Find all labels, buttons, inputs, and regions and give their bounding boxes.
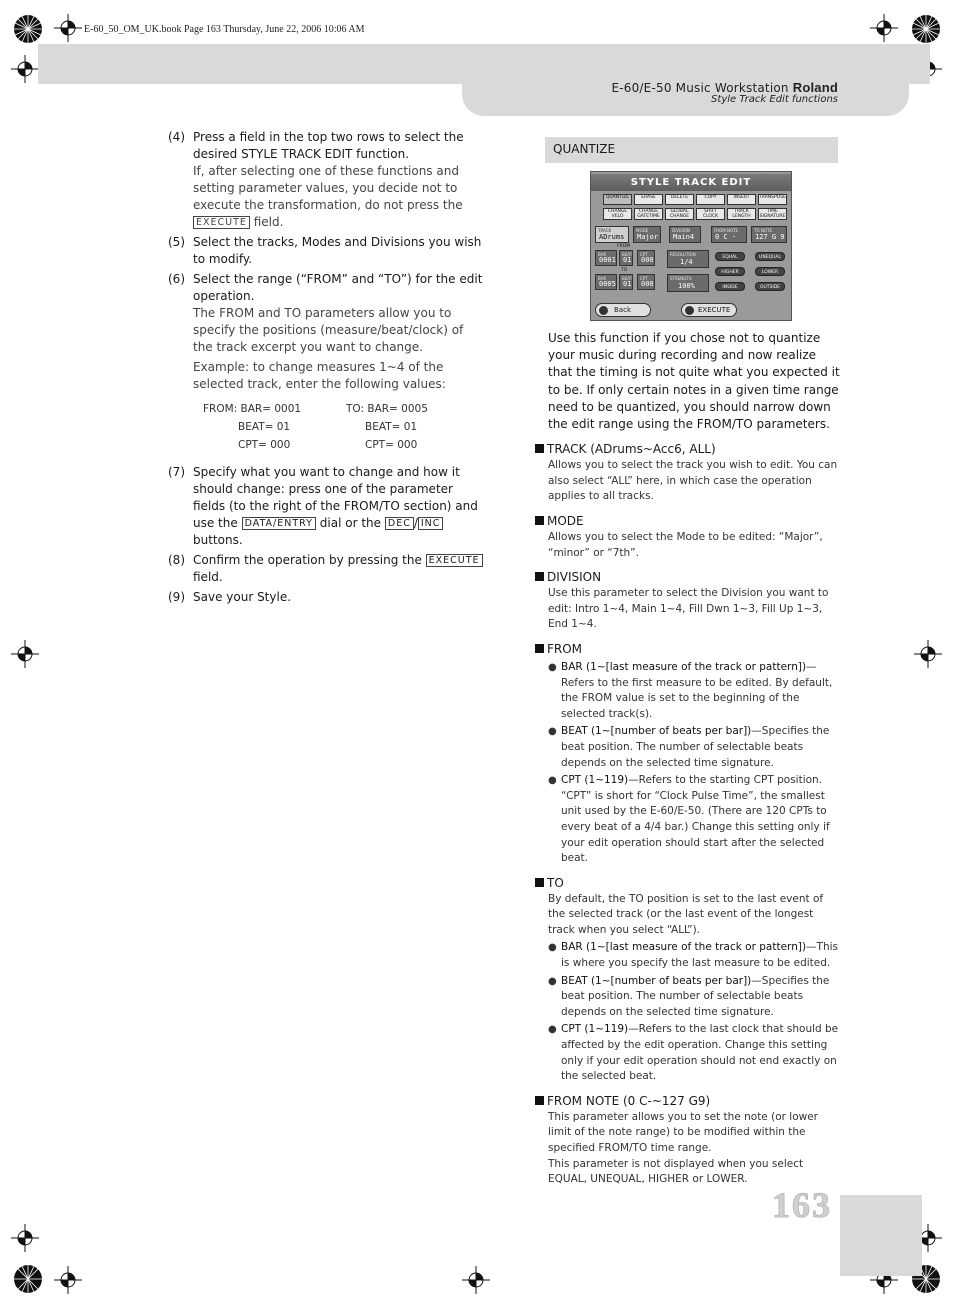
bullet-to-bar: ● BAR (1~[last measure of the track or pattern])—This is where you specify the last measure to be edited. bbox=[548, 940, 840, 971]
crosshair-mark bbox=[11, 55, 39, 83]
mode-field[interactable]: MODE Major bbox=[633, 226, 661, 243]
registration-sunburst bbox=[13, 1264, 43, 1294]
bullet-to-beat: ● BEAT (1~[number of beats per bar])—Specifies the beat position. The number of selectable beats depends on the selected time signature. bbox=[548, 974, 840, 1021]
left-column bbox=[168, 129, 483, 609]
param-desc-track: Allows you to select the track you wish to edit. You can also select “ALL” here, in which case the operation applies to all tracks. bbox=[548, 459, 838, 503]
step-number: (5) bbox=[168, 235, 185, 249]
from-label: FROM bbox=[617, 244, 631, 249]
param-heading-track: TRACK (ADrums~Acc6, ALL) bbox=[535, 441, 840, 458]
square-bullet-icon bbox=[535, 572, 544, 581]
crosshair-mark bbox=[914, 640, 942, 668]
execute-button[interactable]: EXECUTE bbox=[681, 303, 737, 317]
data-entry-key: DATA/ENTRY bbox=[242, 517, 316, 530]
screen-title: STYLE TRACK EDIT bbox=[591, 174, 791, 191]
inc-key: INC bbox=[418, 517, 444, 530]
to-beat: BEAT= 01 bbox=[365, 421, 418, 433]
option-inside-button[interactable]: INSIDE bbox=[715, 282, 745, 291]
execute-icon bbox=[685, 306, 694, 315]
example-values-table bbox=[201, 399, 430, 455]
header-subtitle: Style Track Edit functions bbox=[711, 94, 838, 105]
crosshair-mark bbox=[462, 1266, 490, 1294]
brand-logo: Roland bbox=[792, 80, 838, 95]
step-text: Select the tracks, Modes and Divisions you wish to modify. bbox=[193, 235, 482, 266]
step-7 bbox=[168, 464, 483, 549]
crosshair-mark bbox=[870, 14, 898, 42]
bullet-icon: ● bbox=[548, 1024, 557, 1036]
screen-btn-time-signature[interactable]: TIME SIGNATURE bbox=[759, 209, 786, 219]
from-cpt-field[interactable]: CPT 000 bbox=[637, 250, 655, 266]
section-header-quantize bbox=[545, 137, 838, 163]
screen-btn-global-change[interactable]: GLOBAL CHANGE bbox=[665, 208, 694, 220]
page-tab bbox=[840, 1195, 922, 1276]
execute-key: EXECUTE bbox=[193, 216, 250, 229]
step-number: (6) bbox=[168, 272, 185, 286]
crosshair-mark bbox=[54, 14, 82, 42]
screen-btn-erase[interactable]: ERASE bbox=[634, 194, 663, 205]
param-note-from-note: This parameter is not displayed when you select EQUAL, UNEQUAL, HIGHER or LOWER. bbox=[548, 1157, 804, 1186]
option-outside-button[interactable]: OUTSIDE bbox=[755, 282, 785, 291]
square-bullet-icon bbox=[535, 516, 544, 525]
param-heading-to: TO bbox=[535, 875, 840, 892]
param-desc-from-note: This parameter allows you to set the note (or lower limit of the note range) to be modified within the specified FROM/TO time range. bbox=[548, 1110, 818, 1154]
screen-btn-copy[interactable]: COPY bbox=[696, 194, 725, 205]
strength-field[interactable]: STRENGTH 100% bbox=[667, 274, 709, 292]
step-6 bbox=[168, 271, 483, 393]
division-field[interactable]: DIVISION Main4 bbox=[669, 226, 701, 243]
to-note-field[interactable]: TO NOTE 127 G 9 bbox=[751, 226, 787, 243]
from-cpt: CPT= 000 bbox=[238, 439, 291, 451]
track-field[interactable]: TRACK ADrums bbox=[595, 226, 629, 243]
step-5 bbox=[168, 234, 483, 268]
from-bar: FROM: BAR= 0001 bbox=[203, 403, 302, 415]
to-bar: TO: BAR= 0005 bbox=[346, 403, 428, 415]
bullet-from-bar: ● BAR (1~[last measure of the track or pattern])—Refers to the first measure to be edited. By default, the FROM value is set to the beginning of the selected track(s). bbox=[548, 660, 840, 722]
screen-btn-change-velo[interactable]: CHANGE VELO bbox=[603, 208, 632, 220]
screen-btn-track-length[interactable]: TRACK LENGTH bbox=[727, 208, 756, 220]
execute-key: EXECUTE bbox=[426, 554, 483, 567]
option-lower-button[interactable]: LOWER bbox=[755, 267, 785, 276]
print-slug: E-60_50_OM_UK.book Page 163 Thursday, June 22, 2006 10:06 AM bbox=[84, 24, 365, 35]
bullet-icon: ● bbox=[548, 775, 557, 787]
step-8 bbox=[168, 552, 483, 586]
section-title: QUANTIZE bbox=[553, 142, 616, 156]
crosshair-mark bbox=[11, 640, 39, 668]
step-number: (7) bbox=[168, 465, 185, 479]
bullet-icon: ● bbox=[548, 726, 557, 738]
step-note: The FROM and TO parameters allow you to specify the positions (measure/beat/clock) of the track excerpt you want to change. bbox=[193, 306, 464, 354]
bullet-icon: ● bbox=[548, 942, 557, 954]
step-number: (4) bbox=[168, 130, 185, 144]
intro-paragraph: Use this function if you chose not to quantize your music during recording and now realize that the timing is not quite what you expected it to be. If only certain notes in a given time range need to be quantized, you should narrow down the edit range using the FROM/TO parameters. bbox=[548, 331, 840, 432]
style-track-edit-screen bbox=[590, 171, 792, 321]
to-label: TO bbox=[621, 268, 628, 273]
to-cpt-field[interactable]: CPT 000 bbox=[637, 274, 655, 290]
square-bullet-icon bbox=[535, 644, 544, 653]
option-unequal-button[interactable]: UNEQUAL bbox=[755, 252, 785, 261]
option-higher-button[interactable]: HIGHER bbox=[715, 267, 745, 276]
back-button[interactable]: Back bbox=[595, 303, 651, 317]
param-heading-division: DIVISION bbox=[535, 569, 840, 586]
bullet-icon: ● bbox=[548, 661, 557, 673]
param-heading-mode: MODE bbox=[535, 513, 840, 530]
right-column bbox=[535, 330, 840, 1188]
back-icon bbox=[599, 306, 608, 315]
screen-btn-quantize[interactable]: QUANTIZE bbox=[603, 194, 632, 205]
bullet-to-cpt: ● CPT (1~119)—Refers to the last clock that should be affected by the edit operation. Change this setting only if your edit operation should not end exactly on the selected beat. bbox=[548, 1022, 840, 1084]
dec-key: DEC bbox=[385, 517, 414, 530]
from-bar-field[interactable]: BAR 0001 bbox=[595, 250, 617, 266]
bullet-from-cpt: ● CPT (1~119)—Refers to the starting CPT position. “CPT” is short for “Clock Pulse Time”, the smallest unit used by the E-60/E-50. (There are 120 CPTs to every beat of a 4/4 bar.) Change this setting only if your edit operation should start after the selected beat. bbox=[548, 773, 840, 867]
from-beat: BEAT= 01 bbox=[238, 421, 291, 433]
step-4 bbox=[168, 129, 483, 231]
option-equal-button[interactable]: EQUAL bbox=[715, 252, 745, 261]
header-title-prefix: E-60/E-50 Music Workstation bbox=[611, 81, 789, 95]
from-beat-field[interactable]: BEAT 01 bbox=[619, 250, 633, 266]
screen-btn-insert[interactable]: INSERT bbox=[727, 194, 756, 205]
screen-btn-delete[interactable]: DELETE bbox=[665, 194, 694, 205]
registration-sunburst bbox=[13, 14, 43, 44]
param-desc-division: Use this parameter to select the Division you want to edit: Intro 1~4, Main 1~4, Fill Dwn 1~3, Fill Up 1~3, End 1~4. bbox=[548, 587, 829, 631]
crosshair-mark bbox=[54, 1266, 82, 1294]
step-example: Example: to change measures 1~4 of the selected track, enter the following values: bbox=[193, 360, 446, 391]
square-bullet-icon bbox=[535, 1096, 544, 1105]
to-bar-field[interactable]: BAR 0005 bbox=[595, 274, 617, 290]
step-text: Save your Style. bbox=[193, 590, 292, 604]
step-9 bbox=[168, 589, 483, 606]
resolution-field[interactable]: RESOLUTION 1/4 bbox=[667, 250, 709, 268]
from-note-field[interactable]: FROM NOTE 0 C - bbox=[711, 226, 747, 243]
step-note: If, after selecting one of these functions and setting parameter values, you decide not to execute the transformation, do not press the EXECUTE field. bbox=[193, 164, 463, 229]
param-desc-to: By default, the TO position is set to the last event of the selected track (or the last event of the longest track when you select “ALL”). bbox=[548, 892, 824, 936]
step-text: Select the range (“FROM” and “TO”) for the edit operation. bbox=[193, 272, 483, 303]
page-number: 163 bbox=[772, 1185, 832, 1225]
screen-btn-shift-clock[interactable]: SHIFT CLOCK bbox=[696, 208, 725, 220]
to-cpt: CPT= 000 bbox=[365, 439, 418, 451]
screen-btn-change-gatetime[interactable]: CHANGE GATETIME bbox=[634, 208, 663, 220]
step-text: Press a field in the top two rows to select the desired STYLE TRACK EDIT function. bbox=[193, 130, 464, 161]
header-title bbox=[611, 80, 838, 95]
step-number: (8) bbox=[168, 553, 185, 567]
square-bullet-icon bbox=[535, 444, 544, 453]
param-heading-from-note: FROM NOTE (0 C-~127 G9) bbox=[535, 1093, 840, 1110]
step-number: (9) bbox=[168, 590, 185, 604]
registration-sunburst bbox=[911, 14, 941, 44]
screen-btn-transpose[interactable]: TRANSPOSE bbox=[758, 194, 787, 205]
bullet-from-beat: ● BEAT (1~[number of beats per bar])—Specifies the beat position. The number of selectable beats depends on the selected time signature. bbox=[548, 724, 840, 771]
square-bullet-icon bbox=[535, 878, 544, 887]
param-heading-from: FROM bbox=[535, 641, 840, 658]
crosshair-mark bbox=[11, 1224, 39, 1252]
param-desc-mode: Allows you to select the Mode to be edited: “Major”, “minor” or “7th”. bbox=[548, 531, 823, 559]
step-text: Confirm the operation by pressing the EXECUTE field. bbox=[193, 552, 483, 586]
step-text: Specify what you want to change and how it should change: press one of the parameter fields (to the right of the FROM/TO section) and use the DATA/ENTRY dial or the DEC / INC buttons. bbox=[193, 465, 478, 547]
to-beat-field[interactable]: BEAT 01 bbox=[619, 274, 633, 290]
bullet-icon: ● bbox=[548, 975, 557, 987]
